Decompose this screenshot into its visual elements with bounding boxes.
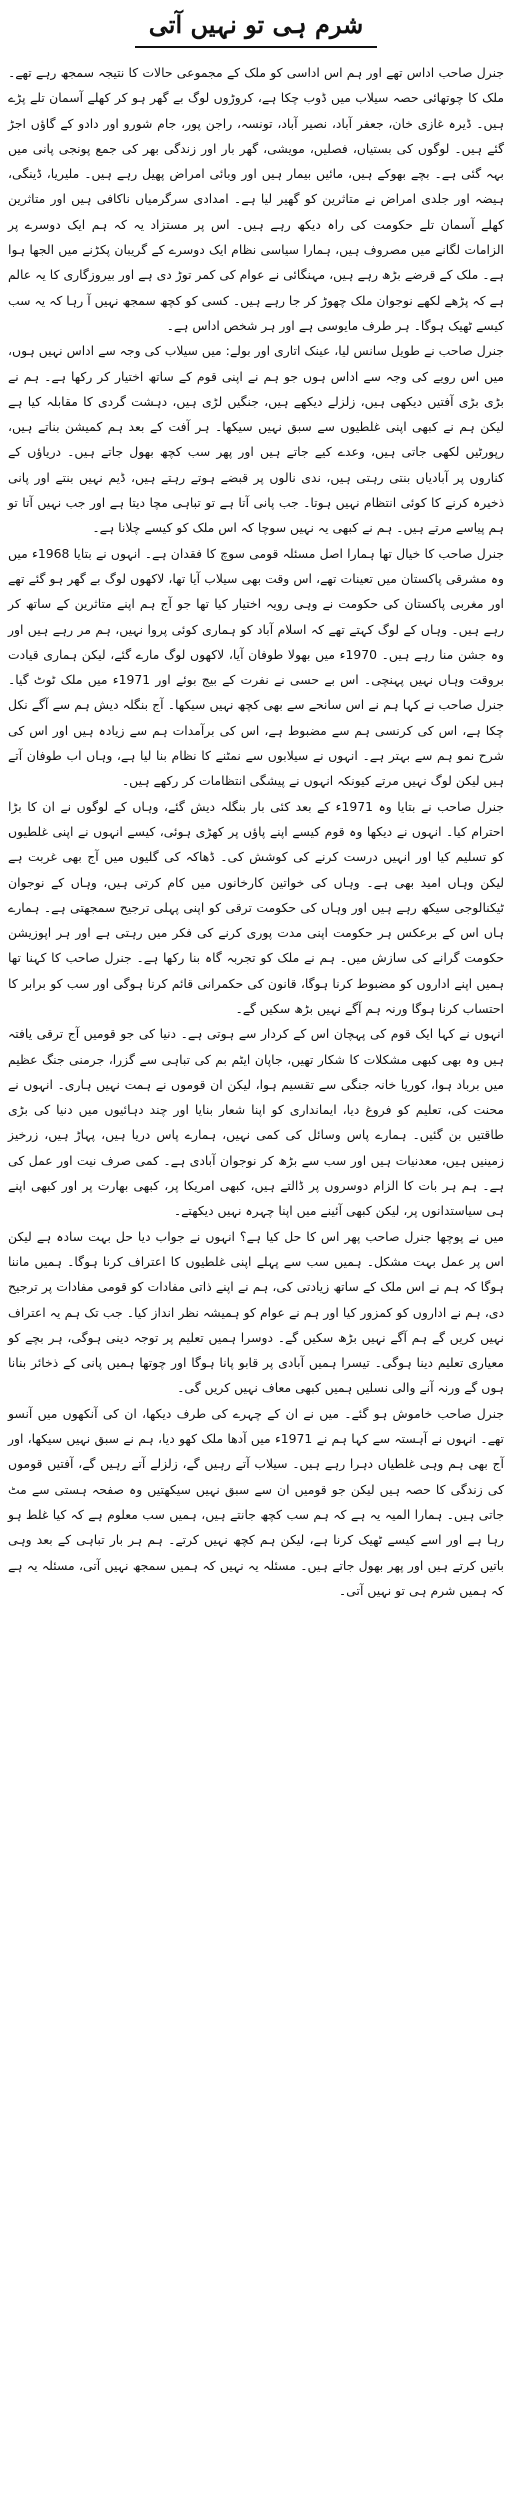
paragraph-7: جنرل صاحب خاموش ہو گئے۔ میں نے ان کے چہرے کی طرف دیکھا، ان کی آنکھوں میں آنسو تھے۔ انہوں نے آہستہ سے کہا ہم نے 1971ء میں آدھا ملک کھو دیا، ہم نے سبق نہیں سیکھا، اور آج بھی ہم وہی غلطیاں دہرا رہے ہیں۔ سیلاب آتے رہیں گے، زلزلے آتے رہیں گے، آفتیں قوموں کی زندگی کا حصہ ہیں لیکن جو قومیں ان سے سبق نہیں سیکھتیں وہ صفحہ ہستی سے مٹ جاتی ہیں۔ ہمارا المیہ یہ ہے کہ ہم سب کچھ جانتے ہیں، ہمیں سب معلوم ہے کہ کیا غلط ہو رہا ہے اور اسے کیسے ٹھیک کرنا ہے، لیکن ہم کچھ نہیں کرتے۔ ہم ہر بار تباہی کے بعد وہی باتیں کرتے ہیں اور پھر بھول جاتے ہیں۔ مسئلہ یہ نہیں کہ ہمیں سمجھ نہیں آتی، مسئلہ یہ ہے کہ ہمیں شرم ہی تو نہیں آتی۔ — [8, 1405, 504, 1598]
paragraph-4: جنرل صاحب نے بتایا وہ 1971ء کے بعد کئی بار بنگلہ دیش گئے، وہاں کے لوگوں نے ان کا بڑا احترام کیا۔ انہوں نے دیکھا وہ قوم کیسے اپنے پاؤں پر کھڑی ہوئی، کیسے انہوں نے اپنی غلطیوں کو تسلیم کیا اور انہیں درست کرنے کی کوشش کی۔ ڈھاکہ کی گلیوں میں آج بھی غربت ہے لیکن وہاں امید بھی ہے۔ وہاں کی خواتین کارخانوں میں کام کرتی ہیں، وہاں کے نوجوان ٹیکنالوجی سیکھ رہے ہیں اور وہاں کی حکومت ترقی کو اپنی پہلی ترجیح سمجھتی ہے۔ ہمارے ہاں اس کے برعکس ہر حکومت اپنی مدت پوری کرنے کی فکر میں رہتی ہے اور ہر اپوزیشن حکومت گرانے کی سازش میں۔ ہم نے ملک کو تجربہ گاہ بنا رکھا ہے۔ جنرل صاحب کا کہنا تھا ہمیں اپنے اداروں کو مضبوط کرنا ہوگا، قانون کی حکمرانی قائم کرنا ہوگی اور سب کو برابر کا احتساب کرنا ہوگا ورنہ ہم آگے نہیں بڑھ سکیں گے۔ — [8, 798, 504, 1016]
paragraph-3: جنرل صاحب کا خیال تھا ہمارا اصل مسئلہ قومی سوچ کا فقدان ہے۔ انہوں نے بتایا 1968ء میں وہ مشرقی پاکستان میں تعینات تھے، اس وقت بھی سیلاب آیا تھا، لاکھوں لوگ بے گھر ہو گئے تھے اور مغربی پاکستان کی حکومت نے وہی رویہ اختیار کیا تھا جو آج ہم اپنے متاثرین کے ساتھ کر رہے ہیں۔ وہاں کے لوگ کہتے تھے کہ اسلام آباد کو ہماری کوئی پروا نہیں، ہم مر رہے ہیں اور وہ جشن منا رہے ہیں۔ 1970ء میں بھولا طوفان آیا، لاکھوں لوگ مارے گئے، لیکن ہماری قیادت بروقت وہاں نہیں پہنچی۔ اس بے حسی نے نفرت کے بیج بوئے اور 1971ء میں ملک ٹوٹ گیا۔ جنرل صاحب نے کہا ہم نے اس سانحے سے بھی کچھ نہیں سیکھا۔ آج بنگلہ دیش ہم سے آگے نکل چکا ہے، اس کی کرنسی ہم سے مضبوط ہے، اس کی برآمدات ہم سے زیادہ ہیں اور اس کی شرح نمو ہم سے بہتر ہے۔ انہوں نے سیلابوں سے نمٹنے کا نظام بنا لیا ہے، وہاں اب طوفان آتے ہیں لیکن لوگ نہیں مرتے کیونکہ انہوں نے پیشگی انتظامات کر رکھے ہیں۔ — [8, 545, 504, 789]
paragraph-1: جنرل صاحب اداس تھے اور ہم اس اداسی کو ملک کے مجموعی حالات کا نتیجہ سمجھ رہے تھے۔ ملک کا چوتھائی حصہ سیلاب میں ڈوب چکا ہے، کروڑوں لوگ بے گھر ہو کر کھلے آسمان تلے پڑے ہیں۔ ڈیرہ غازی خان، جعفر آباد، نصیر آباد، تونسہ، راجن پور، جام شورو اور دادو کے گاؤں اجڑ گئے ہیں۔ لوگوں کی بستیاں، فصلیں، مویشی، گھر بار اور زندگی بھر کی جمع پونجی پانی میں بہہ گئی ہے۔ بچے بھوکے ہیں، مائیں بیمار ہیں اور وبائی امراض پھیل رہے ہیں۔ ملیریا، ڈینگی، ہیضہ اور جلدی امراض نے متاثرین کو گھیر لیا ہے۔ امدادی سرگرمیاں ناکافی ہیں اور متاثرین کھلے آسمان تلے حکومت کی راہ دیکھ رہے ہیں۔ اس پر مستزاد یہ کہ ہم ایک دوسرے پر الزامات لگانے میں مصروف ہیں، ہمارا سیاسی نظام ایک دوسرے کے گریبان پکڑنے میں الجھا ہوا ہے۔ ملک کے قرضے بڑھ رہے ہیں، مہنگائی نے عوام کی کمر توڑ دی ہے اور بیروزگاری کا یہ عالم ہے کہ پڑھے لکھے نوجوان ملک چھوڑ کر جا رہے ہیں۔ کسی کو کچھ سمجھ نہیں آ رہا کہ یہ سب کیسے ٹھیک ہوگا۔ ہر طرف مایوسی ہے اور ہر شخص اداس ہے۔ — [8, 65, 504, 333]
paragraph-2: جنرل صاحب نے طویل سانس لیا، عینک اتاری اور بولے: میں سیلاب کی وجہ سے اداس نہیں ہوں، میں اس رویے کی وجہ سے اداس ہوں جو ہم نے اپنی قوم کے ساتھ اختیار کر رکھا ہے۔ ہم نے بڑی بڑی آفتیں دیکھی ہیں، زلزلے دیکھے ہیں، جنگیں لڑی ہیں، دہشت گردی کا مقابلہ کیا ہے لیکن ہم نے کبھی اپنی غلطیوں سے سبق نہیں سیکھا۔ ہر آفت کے بعد ہم کمیشن بناتے ہیں، رپورٹیں لکھی جاتی ہیں، وعدے کیے جاتے ہیں اور پھر سب کچھ بھول جاتے ہیں۔ دریاؤں کے کناروں پر آبادیاں بنتی رہتی ہیں، ندی نالوں پر قبضے ہوتے رہتے ہیں، ڈیم نہیں بنتے اور پانی ذخیرہ کرنے کا کوئی انتظام نہیں ہوتا۔ جب پانی آتا ہے تو تباہی مچا دیتا ہے اور جب نہیں آتا تو ہم پیاسے مرتے ہیں۔ ہم نے کبھی یہ نہیں سوچا کہ اس ملک کو کیسے چلانا ہے۔ — [8, 343, 504, 536]
paragraph-5: انہوں نے کہا ایک قوم کی پہچان اس کے کردار سے ہوتی ہے۔ دنیا کی جو قومیں آج ترقی یافتہ ہیں وہ بھی کبھی مشکلات کا شکار تھیں، جاپان ایٹم بم کی تباہی سے گزرا، جرمنی جنگ عظیم میں برباد ہوا، کوریا خانہ جنگی سے تقسیم ہوا، لیکن ان قوموں نے ہمت نہیں ہاری۔ انہوں نے محنت کی، تعلیم کو فروغ دیا، ایمانداری کو اپنا شعار بنایا اور چند دہائیوں میں دنیا کی بڑی طاقتیں بن گئیں۔ ہمارے پاس وسائل کی کمی نہیں، ہمارے پاس دریا ہیں، پہاڑ ہیں، زرخیز زمینیں ہیں، معدنیات ہیں اور سب سے بڑھ کر نوجوان آبادی ہے۔ کمی صرف نیت اور عمل کی ہے۔ ہم ہر بات کا الزام دوسروں پر ڈالتے ہیں، کبھی امریکا پر، کبھی بھارت پر اور کبھی اپنے ہی سیاستدانوں پر، لیکن کبھی آئینے میں اپنا چہرہ نہیں دیکھتے۔ — [8, 1026, 504, 1219]
headline-wrap — [8, 10, 504, 48]
paragraph-6: میں نے پوچھا جنرل صاحب پھر اس کا حل کیا ہے؟ انہوں نے جواب دیا حل بہت سادہ ہے لیکن اس پر عمل بہت مشکل۔ ہمیں سب سے پہلے اپنی غلطیوں کا اعتراف کرنا ہوگا۔ ہمیں ماننا ہوگا کہ ہم نے اس ملک کے ساتھ زیادتی کی، ہم نے اپنے ذاتی مفادات کو قومی مفادات پر ترجیح دی، ہم نے اداروں کو کمزور کیا اور ہم نے عوام کو ہمیشہ نظر انداز کیا۔ جب تک ہم یہ اعتراف نہیں کریں گے ہم آگے نہیں بڑھ سکیں گے۔ دوسرا ہمیں تعلیم پر توجہ دینی ہوگی، ہر بچے کو معیاری تعلیم دینا ہوگی۔ تیسرا ہمیں آبادی پر قابو پانا ہوگا اور چوتھا ہمیں پانی کے ذخائر بنانا ہوں گے ورنہ آنے والی نسلیں ہمیں کبھی معاف نہیں کریں گی۔ — [8, 1228, 504, 1396]
article-headline: شرم ہی تو نہیں آتی — [135, 10, 377, 48]
article-body — [8, 60, 504, 1603]
